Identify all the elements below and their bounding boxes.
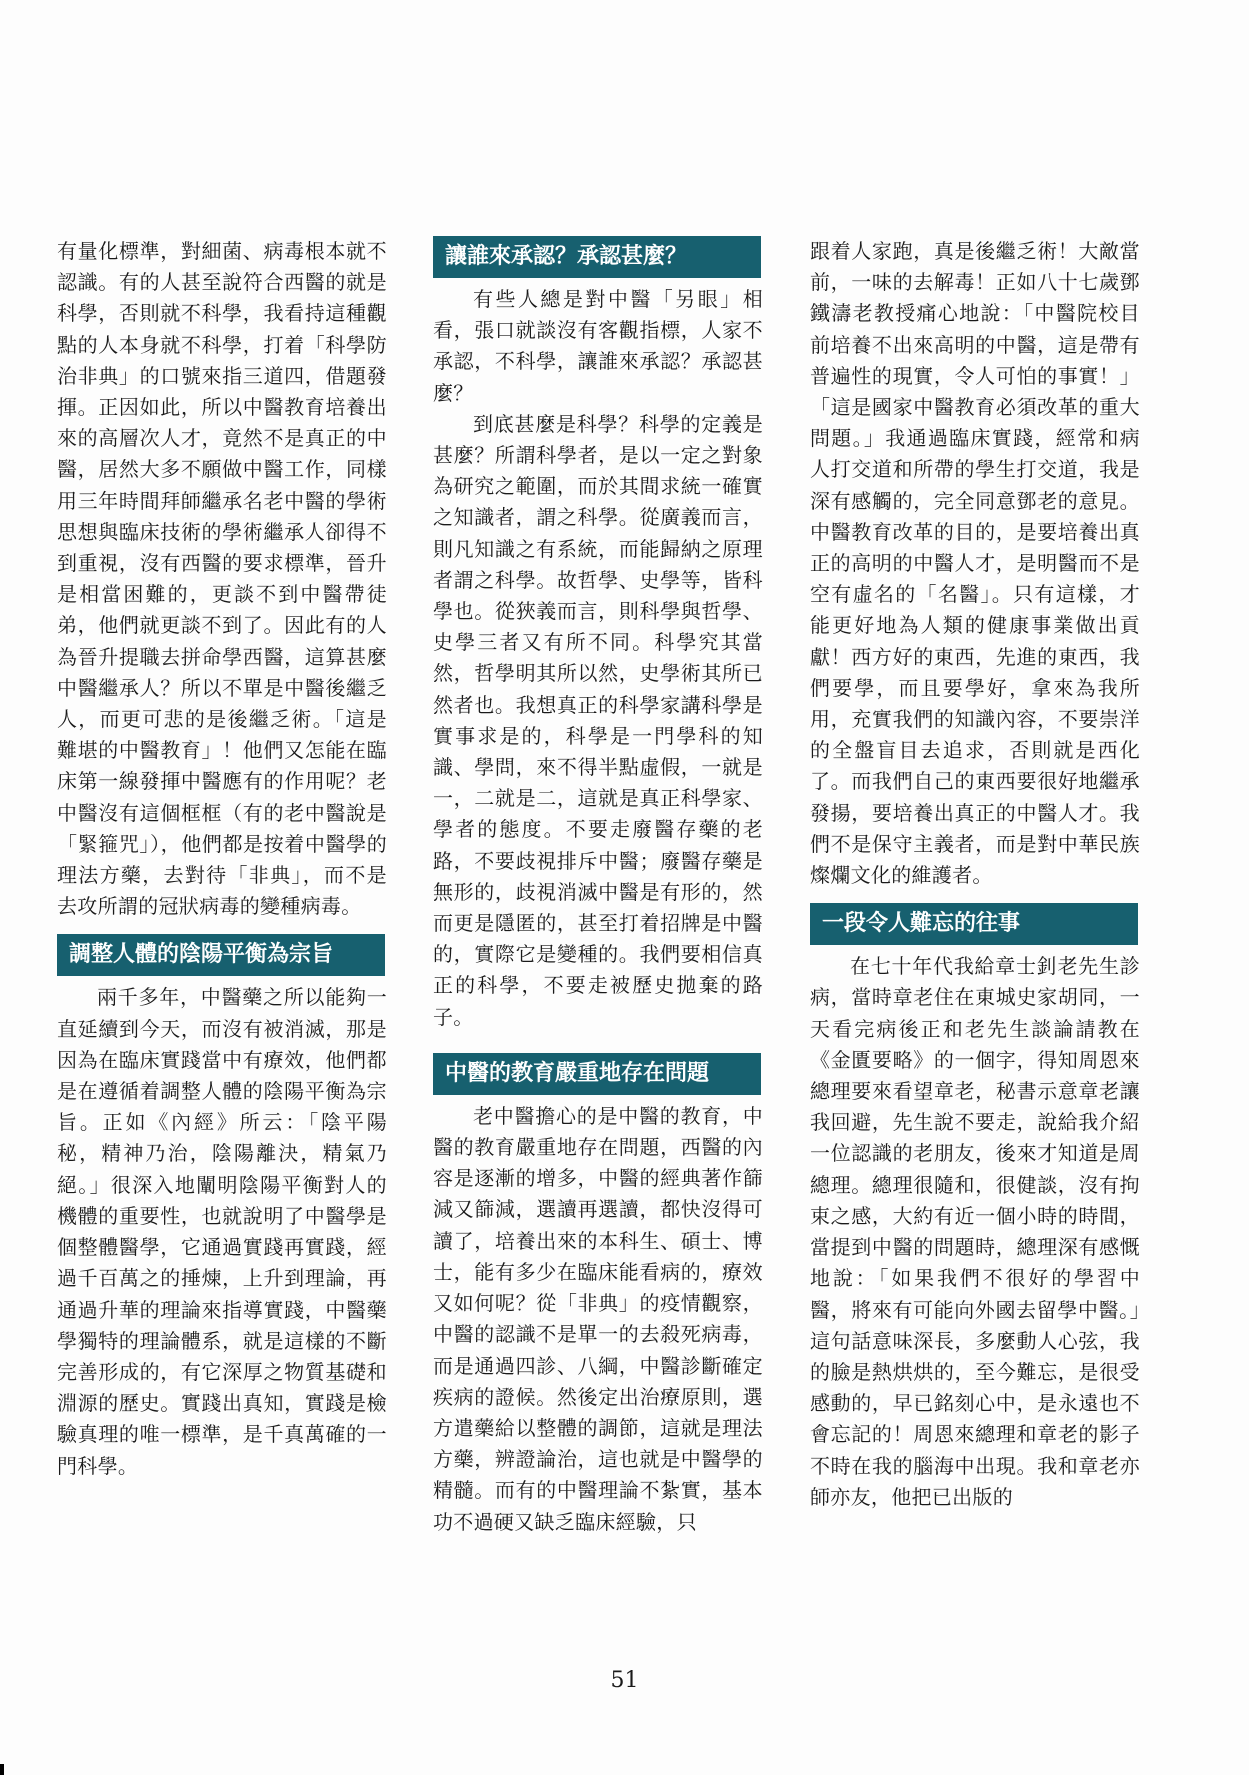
body-paragraph: 有些人總是對中醫「另眼」相看，張口就談沒有客觀指標，人家不承認，不科學，讓誰來承認？承認甚麼？ <box>433 287 763 405</box>
text-column-right <box>810 236 1140 1513</box>
scan-corner-mark <box>0 1764 4 1775</box>
text-column-left <box>57 236 387 1482</box>
body-paragraph: 到底甚麼是科學？科學的定義是甚麼？所謂科學者，是以一定之對象為研究之範圍，而於其間求統一確實之知識者，謂之科學。從廣義而言，則凡知識之有系統，而能歸納之原理者謂之科學。故哲學、史學等，皆科學也。從狹義而言，則科學與哲學、史學三者又有所不同。科學究其當然，哲學明其所以然，史學術其所已然者也。我想真正的科學家講科學是實事求是的，科學是一門學科的知識、學問，來不得半點虛假，一就是一，二就是二，這就是真正科學家、學者的態度。不要走廢醫存藥的老路，不要歧視排斥中醫；廢醫存藥是無形的，歧視消滅中醫是有形的，然而更是隱匿的，甚至打着招牌是中醫的，實際它是變種的。我們要相信真正的科學，不要走被歷史拋棄的路子。 <box>433 411 763 1029</box>
section-spacer <box>433 1033 763 1053</box>
body-paragraph: 跟着人家跑，真是後繼乏術！大敵當前，一味的去解毒！正如八十七歲鄧鐵濤老教授痛心地說：「中醫院校目前培養不出來高明的中醫，這是帶有普遍性的現實，令人可怕的事實！」「這是國家中醫教育必須改革的重大問題。」我通過臨床實踐，經常和病人打交道和所帶的學生打交道，我是深有感觸的，完全同意鄧老的意見。中醫教育改革的目的，是要培養出真正的高明的中醫人才，是明醫而不是空有虛名的「名醫」。只有這樣，才能更好地為人類的健康事業做出貢獻！西方好的東西，先進的東西，我們要學，而且要學好，拿來為我所用，充實我們的知識內容，不要崇洋的全盤盲目去追求，否則就是西化了。而我們自己的東西要很好地繼承發揚，要培養出真正的中醫人才。我們不是保守主義者，而是對中華民族燦爛文化的維護者。 <box>810 239 1140 888</box>
section-heading: 中醫的教育嚴重地存在問題 <box>433 1053 761 1095</box>
section-heading: 一段令人難忘的往事 <box>810 903 1138 945</box>
section-heading: 調整人體的陰陽平衡為宗旨 <box>57 934 385 976</box>
section-heading: 讓誰來承認？承認甚麼？ <box>433 236 761 278</box>
body-paragraph: 兩千多年，中醫藥之所以能夠一直延續到今天，而沒有被消滅，那是因為在臨床實踐當中有療效，他們都是在遵循着調整人體的陰陽平衡為宗旨。正如《內經》所云：「陰平陽秘，精神乃治，陰陽離決，精氣乃絕。」很深入地闡明陰陽平衡對人的機體的重要性，也就說明了中醫學是個整體醫學，它通過實踐再實踐，經過千百萬之的捶煉，上升到理論，再通過升華的理論來指導實踐，中醫藥學獨特的理論體系，就是這樣的不斷完善形成的，有它深厚之物質基礎和淵源的歷史。實踐出真知，實踐是檢驗真理的唯一標準，是千真萬確的一門科學。 <box>57 985 387 1478</box>
text-column-middle <box>433 236 763 1538</box>
body-paragraph: 有量化標準，對細菌、病毒根本就不認識。有的人甚至說符合西醫的就是科學，否則就不科學，我看持這種觀點的人本身就不科學，打着「科學防治非典」的口號來指三道四，借題發揮。正因如此，所以中醫教育培養出來的高層次人才，竟然不是真正的中醫，居然大多不願做中醫工作，同樣用三年時間拜師繼承名老中醫的學術思想與臨床技術的學術繼承人卻得不到重視，沒有西醫的要求標準，晉升是相當困難的，更談不到中醫帶徒弟，他們就更談不到了。因此有的人為晉升提職去拼命學西醫，這算甚麼中醫繼承人？所以不單是中醫後繼乏人，而更可悲的是後繼乏術。「這是難堪的中醫教育」！他們又怎能在臨床第一線發揮中醫應有的作用呢？老中醫沒有這個框框（有的老中醫說是「緊箍咒」），他們都是按着中醫學的理法方藥，去對待「非典」，而不是去攻所謂的冠狀病毒的變種病毒。 <box>57 239 387 919</box>
body-paragraph: 在七十年代我給章士釗老先生診病，當時章老住在東城史家胡同，一天看完病後正和老先生談論請教在《金匱要略》的一個字，得知周恩來總理要來看望章老，秘書示意章老讓我回避，先生說不要走，說給我介紹一位認識的老朋友，後來才知道是周總理。總理很隨和，很健談，沒有拘束之感，大約有近一個小時的時間，當提到中醫的問題時，總理深有感慨地說：「如果我們不很好的學習中醫，將來有可能向外國去留學中醫。」這句話意味深長，多麼動人心弦，我的臉是熱烘烘的，至今難忘，是很受感動的，早已銘刻心中，是永遠也不會忘記的！周恩來總理和章老的影子不時在我的腦海中出現。我和章老亦師亦友，他把已出版的 <box>810 954 1140 1509</box>
body-paragraph: 老中醫擔心的是中醫的教育，中醫的教育嚴重地存在問題，西醫的內容是逐漸的增多，中醫的經典著作篩減又篩減，選讀再選讀，都快沒得可讀了，培養出來的本科生、碩士、博士，能有多少在臨床能看病的，療效又如何呢？從「非典」的疫情觀察，中醫的認識不是單一的去殺死病毒，而是通過四診、八綱，中醫診斷確定疾病的證候。然後定出治療原則，選方遣藥給以整體的調節，這就是理法方藥，辨證論治，這也就是中醫學的精髓。而有的中醫理論不紮實，基本功不過硬又缺乏臨床經驗，只 <box>433 1103 763 1534</box>
page-number: 51 <box>610 1668 639 1693</box>
